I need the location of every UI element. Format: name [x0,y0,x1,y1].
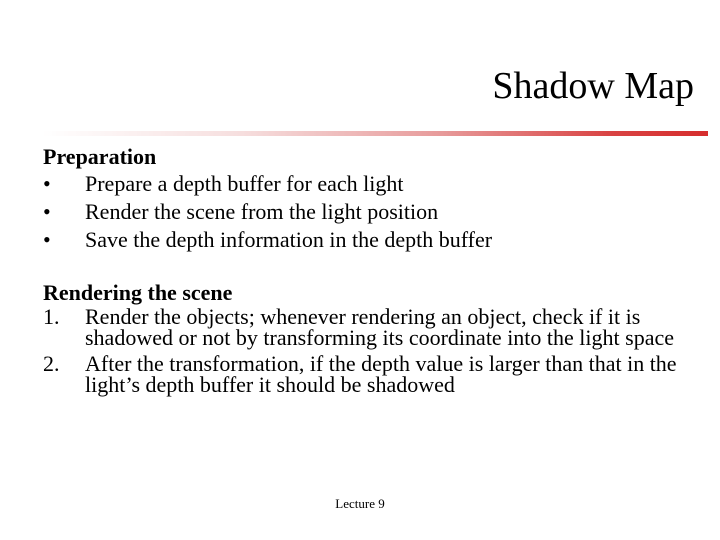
step-number: 1. [43,304,60,329]
list-item [43,226,683,254]
list-item [43,353,683,395]
list-item-text: Prepare a depth buffer for each light [85,171,404,196]
preparation-list [43,170,683,254]
slide-body [43,144,683,400]
preparation-heading: Preparation [43,144,157,169]
step-number: 2. [43,351,60,376]
list-item-text: Render the scene from the light position [85,199,439,224]
rendering-steps-list [43,306,683,395]
rendering-heading: Rendering the scene [43,280,233,305]
slide-footer: Lecture 9 [335,496,385,511]
section-spacer [43,254,683,280]
list-item-text: Save the depth information in the depth buffer [85,227,493,252]
bullet-marker: • [43,171,51,196]
slide-title: Shadow Map [492,65,694,107]
bullet-marker: • [43,199,51,224]
list-item-text: After the transformation, if the depth value is larger than that in the light’s depth buffer it should be shadowed [85,351,677,397]
title-divider [42,131,708,136]
list-item-text: Render the objects; whenever rendering an object, check if it is shadowed or not by transforming its coordinate into the light space [85,304,674,350]
list-item [43,306,683,348]
bullet-marker: • [43,227,51,252]
list-item [43,198,683,226]
list-item [43,170,683,198]
